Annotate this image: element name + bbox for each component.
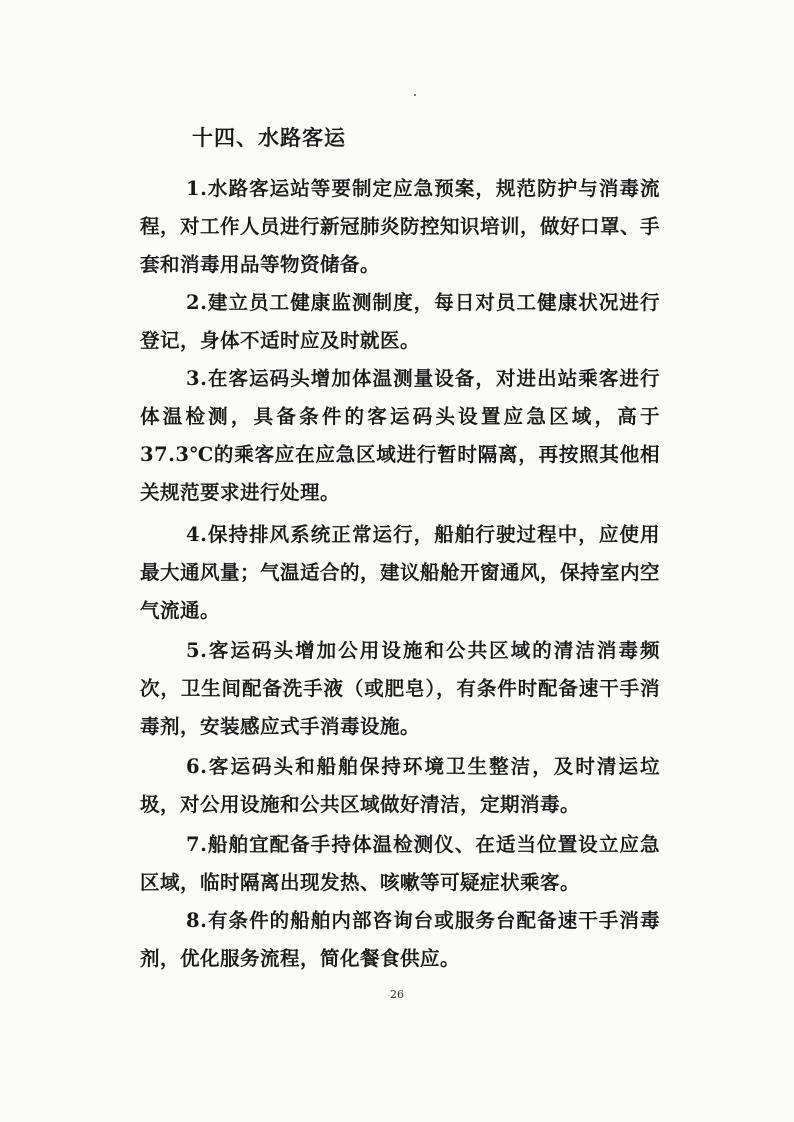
paragraph-2: 2.建立员工健康监测制度，每日对员工健康状况进行登记，身体不适时应及时就医。: [140, 291, 660, 352]
scan-speck: [414, 94, 416, 96]
paragraph-1: 1.水路客运站等要制定应急预案，规范防护与消毒流程，对工作人员进行新冠肺炎防控知识培训，做好口罩、手套和消毒用品等物资储备。: [140, 177, 661, 276]
paragraph-7: 7.船舶宜配备手持体温检测仪、在适当位置设立应急区域，临时隔离出现发热、咳嗽等可疑症状乘客。: [140, 833, 660, 894]
paragraph-4: 4.保持排风系统正常运行，船舶行驶过程中，应使用最大通风量；气温适合的，建议船舱开窗通风，保持室内空气流通。: [140, 523, 661, 622]
section-heading: 十四、水路客运: [192, 125, 346, 150]
page-number: 26: [390, 988, 404, 1001]
paragraph-3: 3.在客运码头增加体温测量设备，对进出站乘客进行体温检测，具备条件的客运码头设置应急区域，高于37.3℃的乘客应在应急区域进行暂时隔离，再按照其他相关规范要求进行处理。: [140, 367, 660, 504]
paragraph-6: 6.客运码头和船舶保持环境卫生整洁，及时清运垃圾，对公用设施和公共区域做好清洁，定期消毒。: [140, 755, 660, 816]
paragraph-5: 5.客运码头增加公用设施和公共区域的清洁消毒频次，卫生间配备洗手液（或肥皂），有条件时配备速干手消毒剂，安装感应式手消毒设施。: [140, 639, 660, 738]
paragraph-8: 8.有条件的船舶内部咨询台或服务台配备速干手消毒剂，优化服务流程，简化餐食供应。: [140, 909, 660, 970]
